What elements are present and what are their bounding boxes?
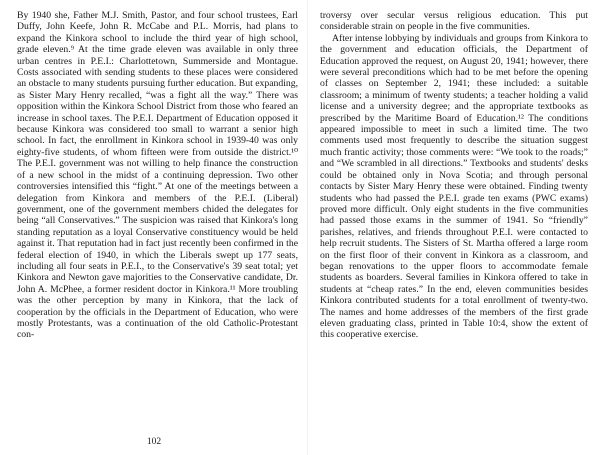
left-page-text xyxy=(17,10,298,341)
right-page xyxy=(308,0,600,455)
page-number: 102 xyxy=(146,437,162,447)
right-paragraph-1: troversy over secular versus religious education. This put considerable strain on people in the five communities. xyxy=(320,10,588,33)
left-paragraph-1: By 1940 she, Father M.J. Smith, Pastor, and four school trustees, Earl Duffy, John Keefe, John R. McCabe and P.L. Morris, had plans to expand the Kinkora school to include the third year of high school, grade eleven.⁹ At the time grade eleven was available in only three urban centres in P.E.I.: Charlottetown, Summerside and Montague. Costs associated with sending students to these places were considered an obstacle to many students pursuing further education. But expanding, as Sister Mary Henry recalled, “was a fight all the way.” There was opposition within the Kinkora School District from those who feared an increase in school taxes. The P.E.I. Department of Education opposed it because Kinkora was considered too small to warrant a senior high school. In fact, the enrollment in Kinkora school in 1939-40 was only eighty-five students, of whom fifteen were from outside the district.¹⁰ The P.E.I. government was not willing to help finance the construction of a new school in the midst of a continuing depression. Two other controversies intensified this “fight.” At one of the meetings between a delegation from Kinkora and members of the P.E.I. (Liberal) government, one of the government members chided the delegates for being “all Conservatives.” The suspicion was raised that Kinkora's long standing reputation as a loyal Conservative constituency would be held against it. That reputation had in fact just recently been confirmed in the federal election of 1940, in which the Liberals swept up 177 seats, including all four seats in P.E.I., to the Conservative's 39 seat total; yet Kinkora and Newton gave majorities to the Conservative candidate, Dr. John A. McPhee, a former resident doctor in Kinkora.¹¹ More troubling was the other perception by many in Kinkora, that the lack of cooperation by the officials in the Department of Education, who were mostly Protestants, was a continuation of the old Catholic-Protestant con- xyxy=(17,10,298,341)
right-paragraph-2: After intense lobbying by individuals and groups from Kinkora to the government and education officials, the Department of Education approved the request, on August 20, 1941; however, there were several preconditions which had to be met before the opening of classes on September 2, 1941; these included: a suitable classroom; a minimum of twenty students; a teacher holding a valid license and a university degree; and the appropriate textbooks as prescribed by the Maritime Board of Education.¹² The conditions appeared impossible to meet in such a limited time. The two comments used most frequently to describe the situation suggest much frantic activity; those comments were: “We took to the roads;” and “We scrambled in all directions.” Textbooks and students' desks could be obtained only in Nova Scotia; and through personal contacts by Sister Mary Henry these were obtained. Finding twenty students who had passed the P.E.I. grade ten exams (PWC exams) proved more difficult. Only eight students in the five communities had passed those exams in the summer of 1941. So “friendly” parishes, relatives, and friends throughout P.E.I. were contacted to help recruit students. The Sisters of St. Martha offered a large room on the first floor of their convent in Kinkora as a classroom, and began renovations to the upper floors to accommodate female students as boarders. Several families in Kinkora offered to take in students at “cheap rates.” In the end, eleven communities besides Kinkora contributed students for a total enrollment of twenty-two. The names and home addresses of the members of the first grade eleven graduating class, printed in Table 10:4, show the extent of this cooperative exercise. xyxy=(320,32,588,341)
right-page-text xyxy=(320,10,588,341)
